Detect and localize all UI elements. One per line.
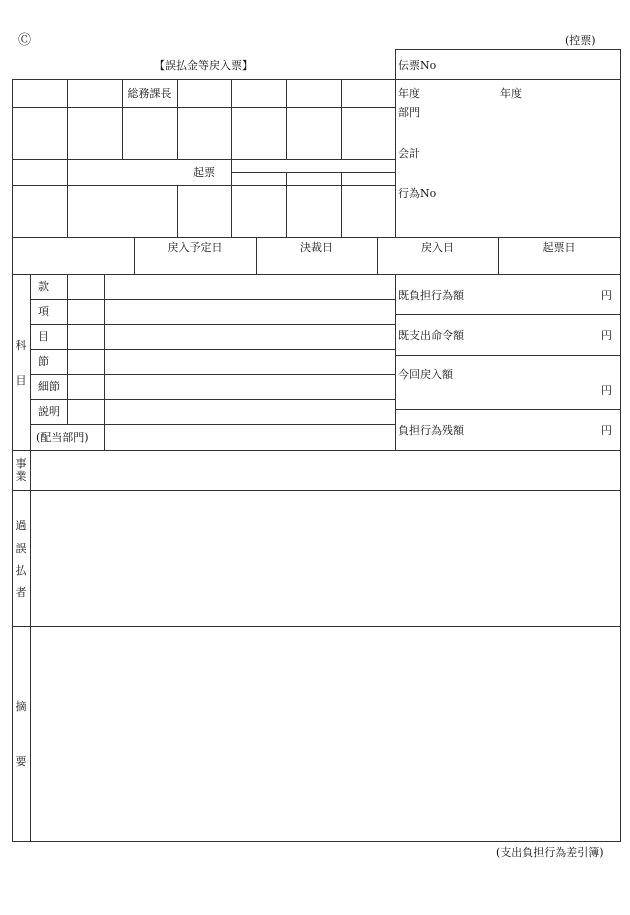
- slip-no-label: 伝票No: [398, 59, 437, 72]
- line: [395, 49, 396, 237]
- amount-unit: 円: [601, 329, 612, 342]
- line: [12, 79, 621, 80]
- summary-label-2: 要: [15, 755, 27, 768]
- subject-row-setsu: 節: [38, 355, 49, 368]
- line: [12, 450, 621, 451]
- amount-label-commitment-balance: 負担行為残額: [398, 424, 464, 437]
- line: [286, 172, 287, 237]
- line: [67, 79, 68, 237]
- subject-row-kan: 款: [38, 280, 49, 293]
- subject-row-setsumei: 説明: [38, 405, 60, 418]
- amount-label-existing-commitment: 既負担行為額: [398, 289, 464, 302]
- line: [12, 490, 621, 491]
- line: [12, 159, 395, 160]
- line: [395, 355, 621, 356]
- line: [395, 274, 396, 450]
- line: [231, 172, 395, 173]
- general-affairs-chief-label: 総務課長: [127, 87, 172, 100]
- summary-label-1: 摘: [15, 700, 27, 713]
- fiscal-year-label: 年度: [398, 87, 420, 100]
- overpaid-label-3: 払: [15, 564, 27, 577]
- line: [177, 185, 178, 237]
- fiscal-year-label-2: 年度: [500, 87, 522, 100]
- amount-unit: 円: [601, 424, 612, 437]
- drafting-label: 起票: [193, 166, 215, 179]
- amount-label-existing-payment-order: 既支出命令額: [398, 329, 464, 342]
- subject-row-moku: 目: [38, 330, 49, 343]
- line: [395, 409, 621, 410]
- line: [30, 399, 395, 400]
- copy-label: (控票): [565, 34, 596, 47]
- line: [620, 49, 621, 842]
- line: [395, 314, 621, 315]
- line: [30, 274, 31, 842]
- project-label-1: 事: [15, 457, 27, 470]
- department-label: 部門: [398, 106, 420, 119]
- amount-label-current-return: 今回戻入額: [398, 368, 453, 381]
- subject-label-1: 科: [15, 339, 27, 352]
- amount-unit: 円: [601, 289, 612, 302]
- line: [12, 107, 395, 108]
- line: [30, 299, 395, 300]
- line: [67, 274, 68, 424]
- overpaid-label-1: 過: [15, 519, 27, 532]
- project-label-2: 業: [15, 470, 27, 483]
- scheduled-return-date-label: 戻入予定日: [167, 241, 223, 254]
- form-title: 【誤払金等戻入票】: [154, 59, 253, 72]
- decision-date-label: 決裁日: [300, 241, 333, 254]
- line: [104, 274, 105, 450]
- drafting-date-label: 起票日: [542, 241, 576, 254]
- line: [231, 79, 232, 237]
- line: [341, 79, 342, 159]
- subject-label-2: 目: [15, 374, 27, 387]
- act-no-label: 行為No: [398, 187, 437, 200]
- line: [12, 79, 13, 842]
- line: [30, 349, 395, 350]
- overpaid-label-4: 者: [15, 586, 27, 599]
- line: [12, 237, 621, 238]
- line: [12, 185, 395, 186]
- line: [286, 79, 287, 159]
- accounting-label: 会計: [398, 147, 420, 160]
- copyright-mark: Ⓒ: [18, 33, 32, 48]
- amount-unit: 円: [601, 384, 612, 397]
- line: [30, 374, 395, 375]
- line: [12, 841, 621, 842]
- footer-book-label: (支出負担行為差引簿): [496, 846, 604, 859]
- subject-row-saisetsu: 細節: [38, 380, 60, 393]
- allocation-department-label: (配当部門): [36, 431, 89, 444]
- return-date-label: 戻入日: [421, 241, 454, 254]
- line: [30, 424, 395, 425]
- subject-row-kou: 項: [38, 305, 49, 318]
- line: [30, 324, 395, 325]
- line: [341, 172, 342, 237]
- line: [12, 626, 621, 627]
- line: [177, 79, 178, 159]
- line: [395, 49, 621, 50]
- overpaid-label-2: 誤: [15, 542, 27, 555]
